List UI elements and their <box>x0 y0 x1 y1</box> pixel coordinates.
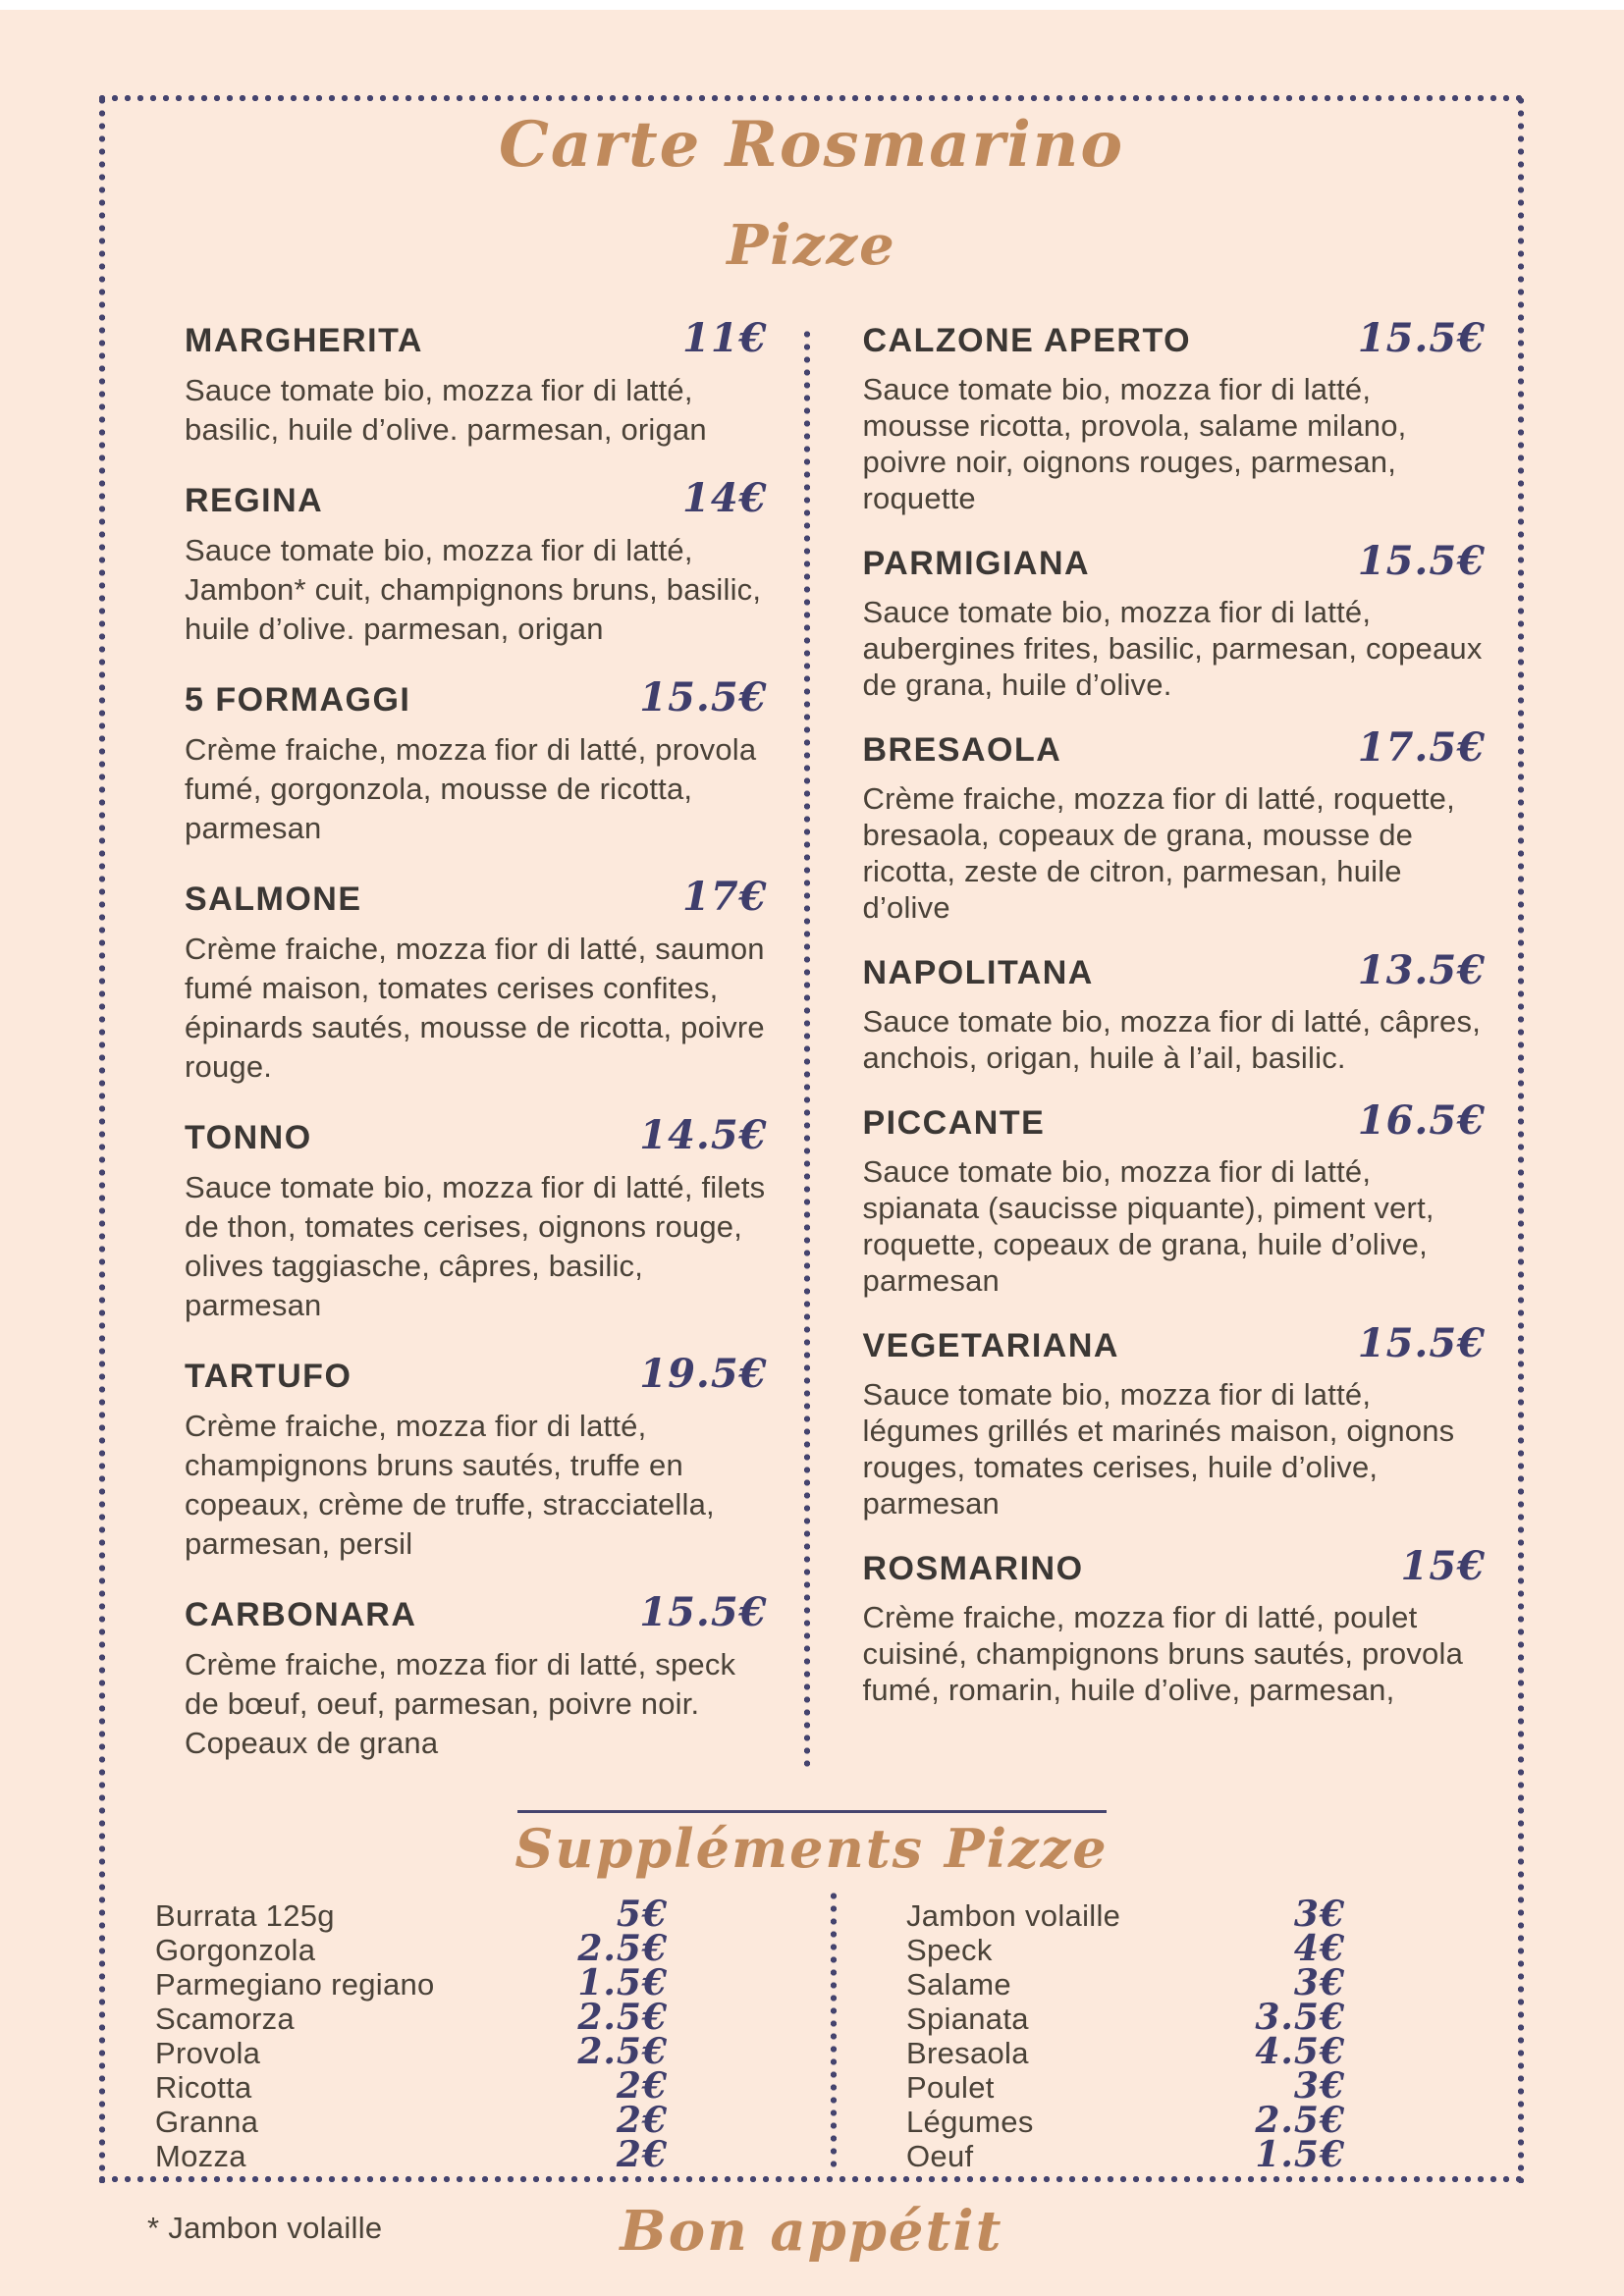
pizza-item <box>185 674 768 848</box>
supplement-row <box>137 1928 668 1969</box>
pizza-description: Sauce tomate bio, mozza fior di latté, mousse ricotta, provola, salame milano, poivre noir, oignons rouges, parmesan, roquette <box>862 372 1407 515</box>
pizza-price: 14.5€ <box>639 1112 768 1158</box>
pizza-item-header <box>185 1589 768 1635</box>
pizza-description: Sauce tomate bio, mozza fior di latté, aubergines frites, basilic, parmesan, copeaux de grana, huile d’olive. <box>862 595 1483 702</box>
supplements-column-left <box>137 1894 668 2175</box>
pizza-price: 13.5€ <box>1357 947 1486 993</box>
pizza-item <box>185 1351 768 1564</box>
footnote: * Jambon volaille <box>147 2211 383 2245</box>
pizza-item <box>863 1543 1487 1708</box>
supplement-price: 1.5€ <box>1255 2134 1345 2175</box>
supplement-row <box>137 1894 668 1935</box>
closing-message: Bon appétit <box>620 2199 1003 2264</box>
pizza-item <box>185 475 768 649</box>
supplement-price: 2.5€ <box>1255 2100 1345 2141</box>
supplement-name: Jambon volaille <box>906 1898 1121 1933</box>
pizza-item <box>185 1589 768 1763</box>
pizza-price: 17€ <box>682 874 768 920</box>
supplement-price: 4.5€ <box>1255 2031 1345 2072</box>
pizza-description: Sauce tomate bio, mozza fior di latté, légumes grillés et marinés maison, oignons rouges, tomates cerises, huile d’olive, parmesan <box>862 1377 1455 1521</box>
pizza-name: REGINA <box>185 482 324 519</box>
supplement-row <box>889 2134 1345 2175</box>
pizza-name: ROSMARINO <box>862 1550 1084 1587</box>
pizza-item <box>185 1112 768 1325</box>
supplement-row <box>137 2031 668 2072</box>
supplement-name: Mozza <box>155 2139 246 2173</box>
pizza-name: CALZONE APERTO <box>862 322 1192 359</box>
pizza-name: VEGETARIANA <box>862 1327 1119 1364</box>
pizza-name: TARTUFO <box>185 1358 352 1395</box>
supplement-row <box>889 2031 1345 2072</box>
supplement-name: Poulet <box>906 2070 995 2105</box>
pizza-name: TONNO <box>185 1119 312 1156</box>
pizza-price: 19.5€ <box>639 1351 768 1397</box>
supplement-row <box>889 1962 1345 2003</box>
pizza-description: Crème fraiche, mozza fior di latté, provola fumé, gorgonzola, mousse de ricotta, parmesan <box>185 732 757 845</box>
supplement-price: 2.5€ <box>577 1997 668 2038</box>
pizza-item-header <box>863 724 1487 771</box>
pizza-name: CARBONARA <box>185 1596 417 1633</box>
supplement-price: 2€ <box>616 2065 668 2107</box>
section-title: Pizze <box>727 213 896 278</box>
pizza-price: 11€ <box>682 315 768 361</box>
pizza-description: Sauce tomate bio, mozza fior di latté, Jambon* cuit, champignons bruns, basilic, huile d’olive. parmesan, origan <box>185 533 762 646</box>
supplement-row <box>137 2100 668 2141</box>
pizza-item-header <box>863 1543 1487 1589</box>
pizza-item-header <box>863 315 1487 361</box>
supplement-row <box>889 2065 1345 2107</box>
supplement-name: Parmegiano regiano <box>155 1967 435 2002</box>
supplement-price: 3€ <box>1293 1962 1345 2003</box>
supplement-name: Spianata <box>906 2002 1029 2036</box>
card-border-top <box>98 94 1525 102</box>
supplement-row <box>889 1928 1345 1969</box>
supplements-column-right <box>889 1894 1345 2175</box>
pizza-description: Sauce tomate bio, mozza fior di latté, basilic, huile d’olive. parmesan, origan <box>185 373 707 447</box>
pizza-item-header <box>185 475 768 521</box>
supplement-price: 3.5€ <box>1255 1997 1345 2038</box>
pizza-item-header <box>185 1351 768 1397</box>
pizza-price: 15.5€ <box>1357 538 1486 584</box>
pizza-name: PICCANTE <box>862 1104 1046 1142</box>
pizza-price: 15€ <box>1400 1543 1486 1589</box>
pizza-price: 15.5€ <box>1357 315 1486 361</box>
page-title: Carte Rosmarino <box>498 108 1125 182</box>
pizza-name: NAPOLITANA <box>862 954 1094 991</box>
pizza-price: 16.5€ <box>1357 1097 1486 1144</box>
supplement-price: 1.5€ <box>577 1962 668 2003</box>
page-top-margin <box>0 0 1624 10</box>
menu-card <box>98 94 1525 2183</box>
pizza-name: BRESAOLA <box>862 731 1062 769</box>
supplement-name: Speck <box>906 1933 993 1967</box>
supplement-name: Granna <box>155 2105 259 2139</box>
supplement-name: Bresaola <box>906 2036 1029 2070</box>
pizza-item-header <box>185 1112 768 1158</box>
pizza-item <box>863 538 1487 703</box>
menu-header <box>98 108 1525 278</box>
supplement-row <box>889 1894 1345 1935</box>
pizza-item-header <box>863 1320 1487 1366</box>
supplements-title: Suppléments Pizze <box>514 1817 1109 1880</box>
supplement-price: 3€ <box>1293 2065 1345 2107</box>
pizza-item <box>863 315 1487 516</box>
pizza-description: Crème fraiche, mozza fior di latté, saumon fumé maison, tomates cerises confites, épinards sautés, mousse de ricotta, poivre rouge. <box>185 932 765 1084</box>
pizza-item <box>863 947 1487 1076</box>
supplement-name: Salame <box>906 1967 1011 2002</box>
supplement-name: Ricotta <box>155 2070 252 2105</box>
supplement-name: Oeuf <box>906 2139 974 2173</box>
supplements-section <box>98 1810 1525 2188</box>
supplement-price: 3€ <box>1293 1894 1345 1935</box>
pizza-item <box>863 1097 1487 1299</box>
pizza-item-header <box>185 674 768 721</box>
pizza-description: Sauce tomate bio, mozza fior di latté, spianata (saucisse piquante), piment vert, roquette, copeaux de grana, huile d’olive, parmesan <box>862 1154 1435 1298</box>
supplement-row <box>137 2134 668 2175</box>
pizza-column-right <box>812 315 1526 1789</box>
pizza-item <box>185 874 768 1087</box>
pizza-item-header <box>863 947 1487 993</box>
pizza-name: MARGHERITA <box>185 322 423 359</box>
supplement-name: Gorgonzola <box>155 1933 316 1967</box>
pizza-description: Crème fraiche, mozza fior di latté, poulet cuisiné, champignons bruns sautés, provola fumé, romarin, huile d’olive, parmesan, <box>862 1600 1464 1707</box>
supplement-price: 4€ <box>1293 1928 1345 1969</box>
pizza-column-left <box>98 315 812 1789</box>
pizza-name: PARMIGIANA <box>862 545 1091 582</box>
pizza-item <box>185 315 768 450</box>
supplement-row <box>889 2100 1345 2141</box>
supplement-price: 2€ <box>616 2134 668 2175</box>
supplements-rule <box>517 1810 1107 1813</box>
supplement-price: 5€ <box>616 1894 668 1935</box>
column-divider-pizzas <box>803 328 811 1773</box>
supplement-row <box>889 1997 1345 2038</box>
supplement-price: 2.5€ <box>577 2031 668 2072</box>
supplement-row <box>137 1997 668 2038</box>
supplement-name: Burrata 125g <box>155 1898 335 1933</box>
pizza-name: SALMONE <box>185 881 362 918</box>
pizza-description: Sauce tomate bio, mozza fior di latté, filets de thon, tomates cerises, oignons rouge, olives taggiasche, câpres, basilic, parmesan <box>185 1170 766 1322</box>
pizza-description: Sauce tomate bio, mozza fior di latté, câpres, anchois, origan, huile à l’ail, basilic. <box>862 1004 1482 1075</box>
supplement-name: Provola <box>155 2036 261 2070</box>
pizza-item <box>863 1320 1487 1522</box>
pizza-item-header <box>185 874 768 920</box>
pizza-grid <box>98 315 1525 1789</box>
pizza-price: 15.5€ <box>639 674 768 721</box>
supplements-lists <box>98 1894 1525 2188</box>
pizza-price: 15.5€ <box>1357 1320 1486 1366</box>
supplement-row <box>137 1962 668 2003</box>
pizza-description: Crème fraiche, mozza fior di latté, champignons bruns sautés, truffe en copeaux, crème de truffe, stracciatella, parmesan, persil <box>185 1409 715 1561</box>
pizza-item <box>863 724 1487 926</box>
supplement-name: Légumes <box>906 2105 1034 2139</box>
pizza-item-header <box>863 538 1487 584</box>
supplement-name: Scamorza <box>155 2002 295 2036</box>
pizza-description: Crème fraiche, mozza fior di latté, speck de bœuf, oeuf, parmesan, poivre noir. Copeaux de grana <box>185 1647 736 1760</box>
supplement-price: 2€ <box>616 2100 668 2141</box>
pizza-name: 5 FORMAGGI <box>185 681 411 719</box>
supplement-price: 2.5€ <box>577 1928 668 1969</box>
pizza-description: Crème fraiche, mozza fior di latté, roquette, bresaola, copeaux de grana, mousse de ricotta, zeste de citron, parmesan, huile d’olive <box>862 781 1455 925</box>
pizza-price: 14€ <box>682 475 768 521</box>
pizza-price: 17.5€ <box>1357 724 1486 771</box>
pizza-item-header <box>863 1097 1487 1144</box>
pizza-item-header <box>185 315 768 361</box>
pizza-price: 15.5€ <box>639 1589 768 1635</box>
supplement-row <box>137 2065 668 2107</box>
